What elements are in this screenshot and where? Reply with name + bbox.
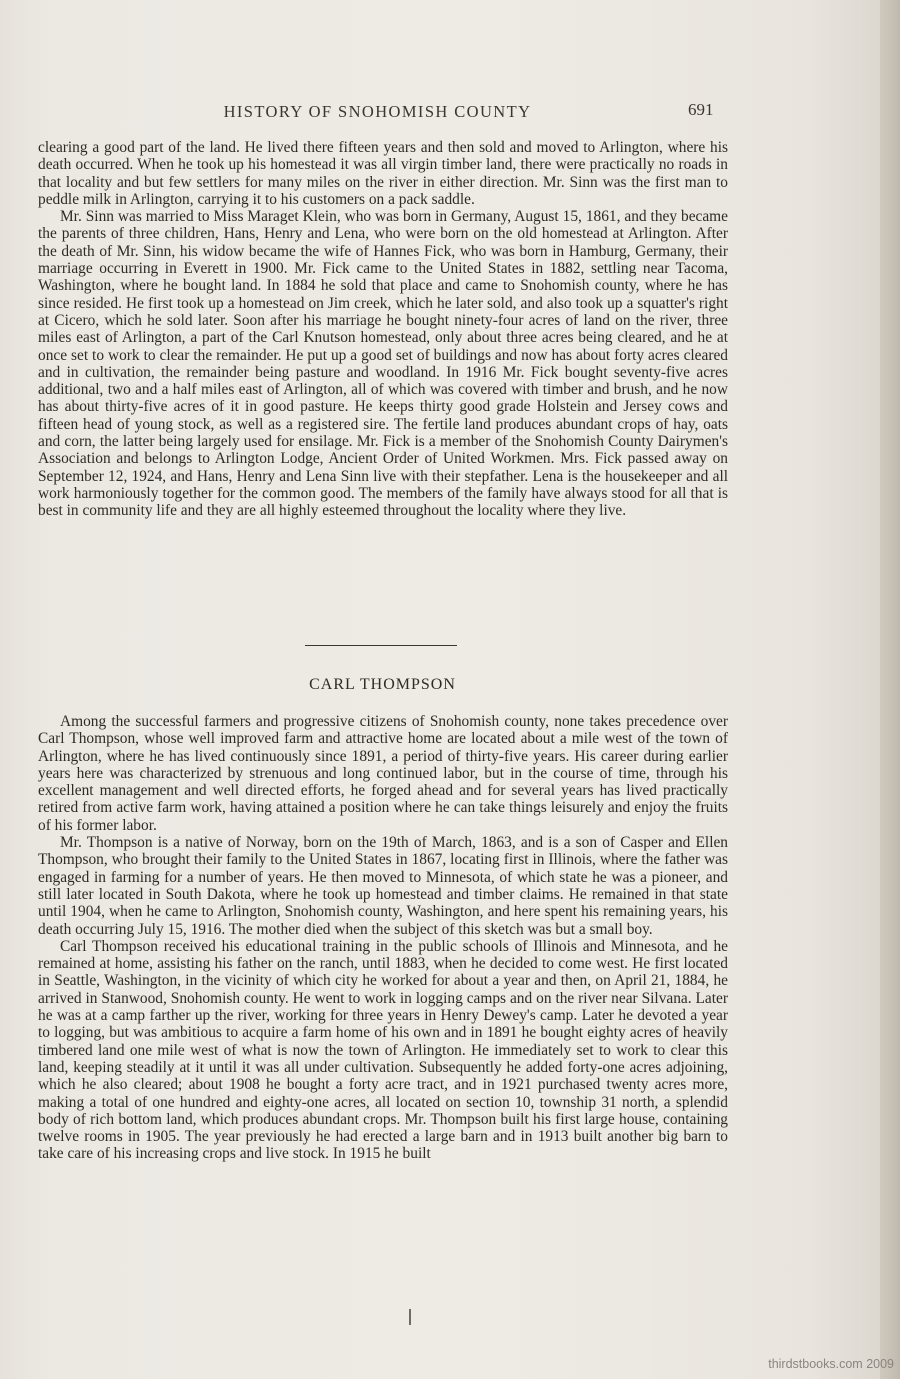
paragraph: Mr. Sinn was married to Miss Maraget Klein, who was born in Germany, August 15, 1861, and they became the parents of three children, Hans, Henry and Lena, who were born on the old homestead at Arlington. After the death of Mr. Sinn, his widow became the wife of Hannes Fick, who was born in Hamburg, Germany, their marriage occurring in Everett in 1900. Mr. Fick came to the United States in 1882, settling near Tacoma, Washington, where he bought land. In 1884 he sold that place and came to Snohomish county, where he has since resided. He first took up a homestead on Jim creek, which he later sold, and also took up a squatter's right at Cicero, which he sold later. Soon after his marriage he bought ninety-four acres of land on the river, three miles east of Arlington, a part of the Carl Knutson homestead, only about three acres being cleared, and he at once set to work to clear the remainder. He put up a good set of buildings and now has about forty acres cleared and in cultivation, the remainder being pasture and woodland. In 1916 Mr. Fick bought seventy-five acres additional, two and a half miles east of Arlington, all of which was covered with timber and brush, and he now has about thirty-five acres of it in good pasture. He keeps thirty good grade Holstein and Jersey cows and fifteen head of young stock, as well as a registered sire. The fertile land produces abundant crops of hay, oats and corn, the latter being largely used for ensilage. Mr. Fick is a member of the Snohomish County Dairymen's Association and belongs to Arlington Lodge, Ancient Order of United Workmen. Mrs. Fick passed away on September 12, 1924, and Hans, Henry and Lena Sinn live with their stepfather. Lena is the housekeeper and all work harmoniously together for the common good. The members of the family have always stood for all that is best in community life and they are all highly esteemed throughout the locality where they live. <box>38 208 728 520</box>
continuation-text <box>38 139 728 520</box>
paragraph: clearing a good part of the land. He lived there fifteen years and then sold and moved to Arlington, where his death occurred. When he took up his homestead it was all virgin timber land, there were practically no roads in that locality and but few settlers for many miles on the river in either direction. Mr. Sinn was the first man to peddle milk in Arlington, carrying it to his customers on a pack saddle. <box>38 139 728 208</box>
page-number: 691 <box>688 100 714 119</box>
section-text <box>38 713 728 1163</box>
paragraph: Mr. Thompson is a native of Norway, born on the 19th of March, 1863, and is a son of Casper and Ellen Thompson, who brought their family to the United States in 1867, locating first in Illinois, where the father was engaged in farming for a number of years. He then moved to Minnesota, of which state he was a pioneer, and still later located in South Dakota, where he took up homestead and timber claims. He remained in that state until 1904, when he came to Arlington, Snohomish county, Washington, and here spent his remaining years, his death occurring July 15, 1916. The mother died when the subject of this sketch was but a small boy. <box>38 834 728 938</box>
page-edge <box>880 0 900 1379</box>
paragraph: Among the successful farmers and progressive citizens of Snohomish county, none takes precedence over Carl Thompson, whose well improved farm and attractive home are located about a mile west of the town of Arlington, where he has lived continuously since 1891, a period of thirty-five years. His career during earlier years here was characterized by strenuous and long continued labor, but in the course of time, through his excellent management and well directed efforts, he forged ahead and for several years has lived practically retired from active farm work, having attained a position where he can take things leisurely and enjoy the fruits of his former labor. <box>38 713 728 834</box>
watermark: thirdstbooks.com 2009 <box>768 1357 894 1371</box>
paragraph: Carl Thompson received his educational training in the public schools of Illinois and Minnesota, and he remained at home, assisting his father on the ranch, until 1883, when he decided to come west. He first located in Seattle, Washington, in the vicinity of which city he worked for about a year and then, on April 21, 1884, he arrived in Stanwood, Snohomish county. He went to work in logging camps and on the river near Silvana. Later he was at a camp farther up the river, working for three years in Henry Dewey's camp. Later he devoted a year to logging, but was ambitious to acquire a farm home of his own and in 1891 he bought eighty acres of heavily timbered land one mile west of what is now the town of Arlington. He immediately set to work to clear this land, keeping steadily at it until it was all under cultivation. Subsequently he added forty-one acres adjoining, which he also cleared; about 1908 he bought a forty acre tract, and in 1921 purchased twenty acres more, making a total of one hundred and eighty-one acres, all located on section 10, township 31 north, a splendid body of rich bottom land, which produces abundant crops. Mr. Thompson built his first large house, containing twelve rooms in 1905. The year previously he had erected a large barn and in 1913 built another big barn to take care of his increasing crops and live stock. In 1915 he built <box>38 937 728 1163</box>
print-speck <box>409 1309 411 1325</box>
running-head: HISTORY OF SNOHOMISH COUNTY <box>223 102 532 121</box>
section-title: CARL THOMPSON <box>309 676 456 693</box>
section-divider <box>305 645 457 646</box>
